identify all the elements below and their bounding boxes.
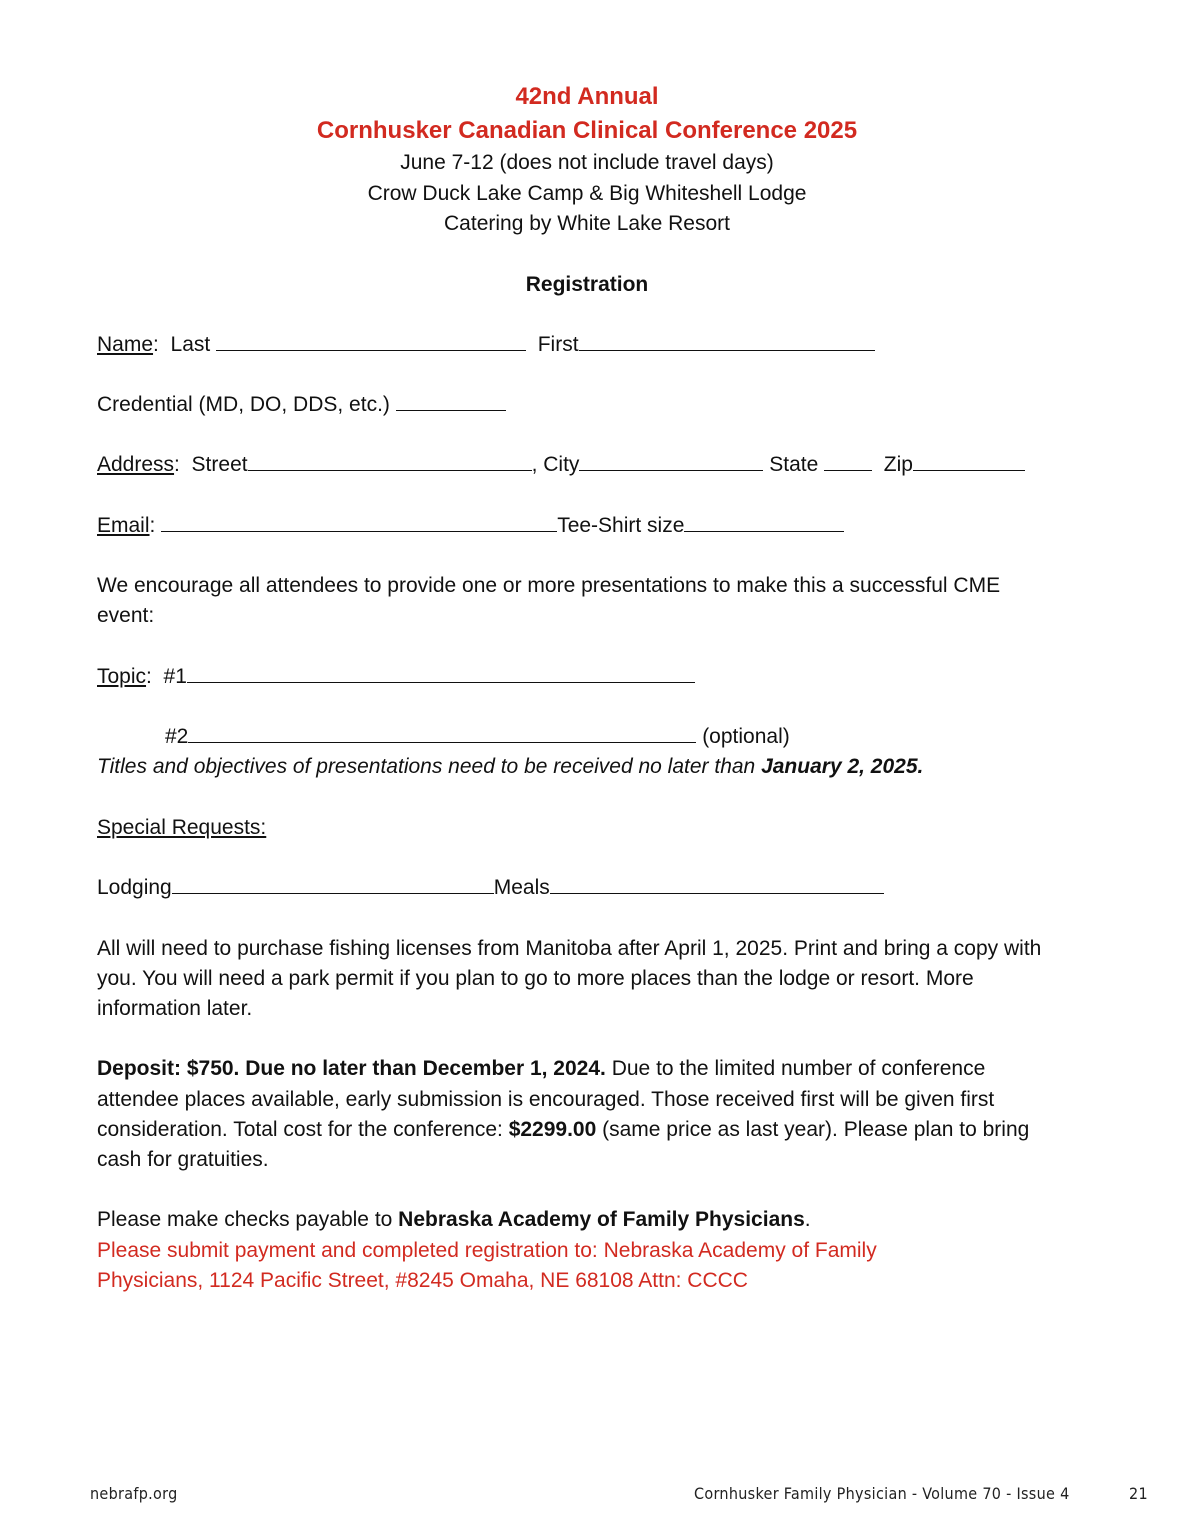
meals-label: Meals xyxy=(493,876,550,900)
titles-deadline: January 2, 2025. xyxy=(761,755,924,779)
deposit-after-text: (same price as last year). Please plan to bring cash for gratuities. xyxy=(97,1117,1030,1172)
tshirt-label: Tee-Shirt size xyxy=(557,513,685,537)
lodging-field[interactable] xyxy=(172,874,494,894)
titles-note xyxy=(97,752,1077,782)
checks-end: . xyxy=(804,1208,811,1232)
submit-address-text: Please submit payment and completed registration to: Nebraska Academy of Family Physicians, 1124 Pacific Street, #8245 Omaha, NE 68108 Attn: CCCC xyxy=(97,1238,877,1292)
credential-field[interactable] xyxy=(396,391,506,411)
deposit-text: Due to the limited number of conference attendee places available, early submission is encouraged. Those received first will be given first consideration. Total cost for the conference: xyxy=(97,1057,995,1141)
state-field[interactable] xyxy=(824,451,872,471)
meals-field[interactable] xyxy=(550,874,884,894)
state-label: State xyxy=(763,453,825,477)
topic1-field[interactable] xyxy=(187,663,695,683)
last-name-field[interactable] xyxy=(216,331,526,351)
lodging-meals-row xyxy=(97,873,1077,903)
topic1-label: : #1 xyxy=(146,664,187,688)
email-row xyxy=(97,511,1077,541)
topic2-row xyxy=(97,722,1077,752)
conference-catering: Catering by White Lake Resort xyxy=(444,212,730,235)
tshirt-size-field[interactable] xyxy=(684,512,844,532)
conference-dates: June 7-12 (does not include travel days) xyxy=(400,151,774,174)
email-colon: : xyxy=(149,513,162,537)
optional-label: (optional) xyxy=(696,725,790,749)
section-title: Registration xyxy=(525,272,649,296)
address-row xyxy=(97,450,1077,480)
name-row xyxy=(97,330,1077,360)
topic2-label: #2 xyxy=(165,725,189,749)
footer-site: nebrafp.org xyxy=(90,1484,178,1503)
topic-label: Topic xyxy=(97,664,147,688)
street-field[interactable] xyxy=(248,451,532,471)
titles-note-text: Titles and objectives of presentations need to be received no later than xyxy=(97,755,762,779)
checks-paragraph xyxy=(97,1205,1077,1235)
special-requests-label: Special Requests: xyxy=(97,815,267,839)
encourage-text: We encourage all attendees to provide one or more presentations to make this a successful CME event: xyxy=(97,574,1001,628)
credential-label: Credential (MD, DO, DDS, etc.) xyxy=(97,393,396,417)
checks-text: Please make checks payable to xyxy=(97,1208,399,1232)
checks-payee: Nebraska Academy of Family Physicians xyxy=(398,1208,805,1232)
footer-page-number: 21 xyxy=(1129,1484,1148,1503)
last-label: : Last xyxy=(153,332,217,356)
city-label: , City xyxy=(531,453,580,477)
credential-row xyxy=(97,390,1077,420)
city-field[interactable] xyxy=(579,451,763,471)
deposit-heading: Deposit: $750. Due no later than December 1, 2024. xyxy=(97,1057,606,1081)
name-label: Name xyxy=(97,332,154,356)
topic2-field[interactable] xyxy=(188,723,696,743)
zip-field[interactable] xyxy=(913,451,1025,471)
conference-title: Cornhusker Canadian Clinical Conference 2025 xyxy=(316,117,858,144)
zip-label: Zip xyxy=(872,453,913,477)
conference-edition: 42nd Annual xyxy=(515,83,659,110)
conference-venue: Crow Duck Lake Camp & Big Whiteshell Lodge xyxy=(367,181,807,205)
footer-publication: Cornhusker Family Physician - Volume 70 - Issue 4 xyxy=(694,1484,1070,1503)
fishing-license-text: All will need to purchase fishing licenses from Manitoba after April 1, 2025. Print and bring a copy with you. You will need a park permit if you plan to go to more places than the lodge or resort. More information later. xyxy=(97,936,1042,1021)
registration-form-page xyxy=(97,80,1077,1296)
topic1-row xyxy=(97,662,1077,692)
email-field[interactable] xyxy=(161,512,557,532)
email-label: Email xyxy=(97,513,150,537)
first-name-field[interactable] xyxy=(579,331,875,351)
address-label: Address xyxy=(97,453,175,477)
first-label: First xyxy=(526,332,579,356)
total-cost: $2299.00 xyxy=(508,1117,597,1141)
lodging-label: Lodging xyxy=(97,876,172,900)
deposit-paragraph xyxy=(97,1054,1057,1175)
street-label: : Street xyxy=(174,453,248,477)
